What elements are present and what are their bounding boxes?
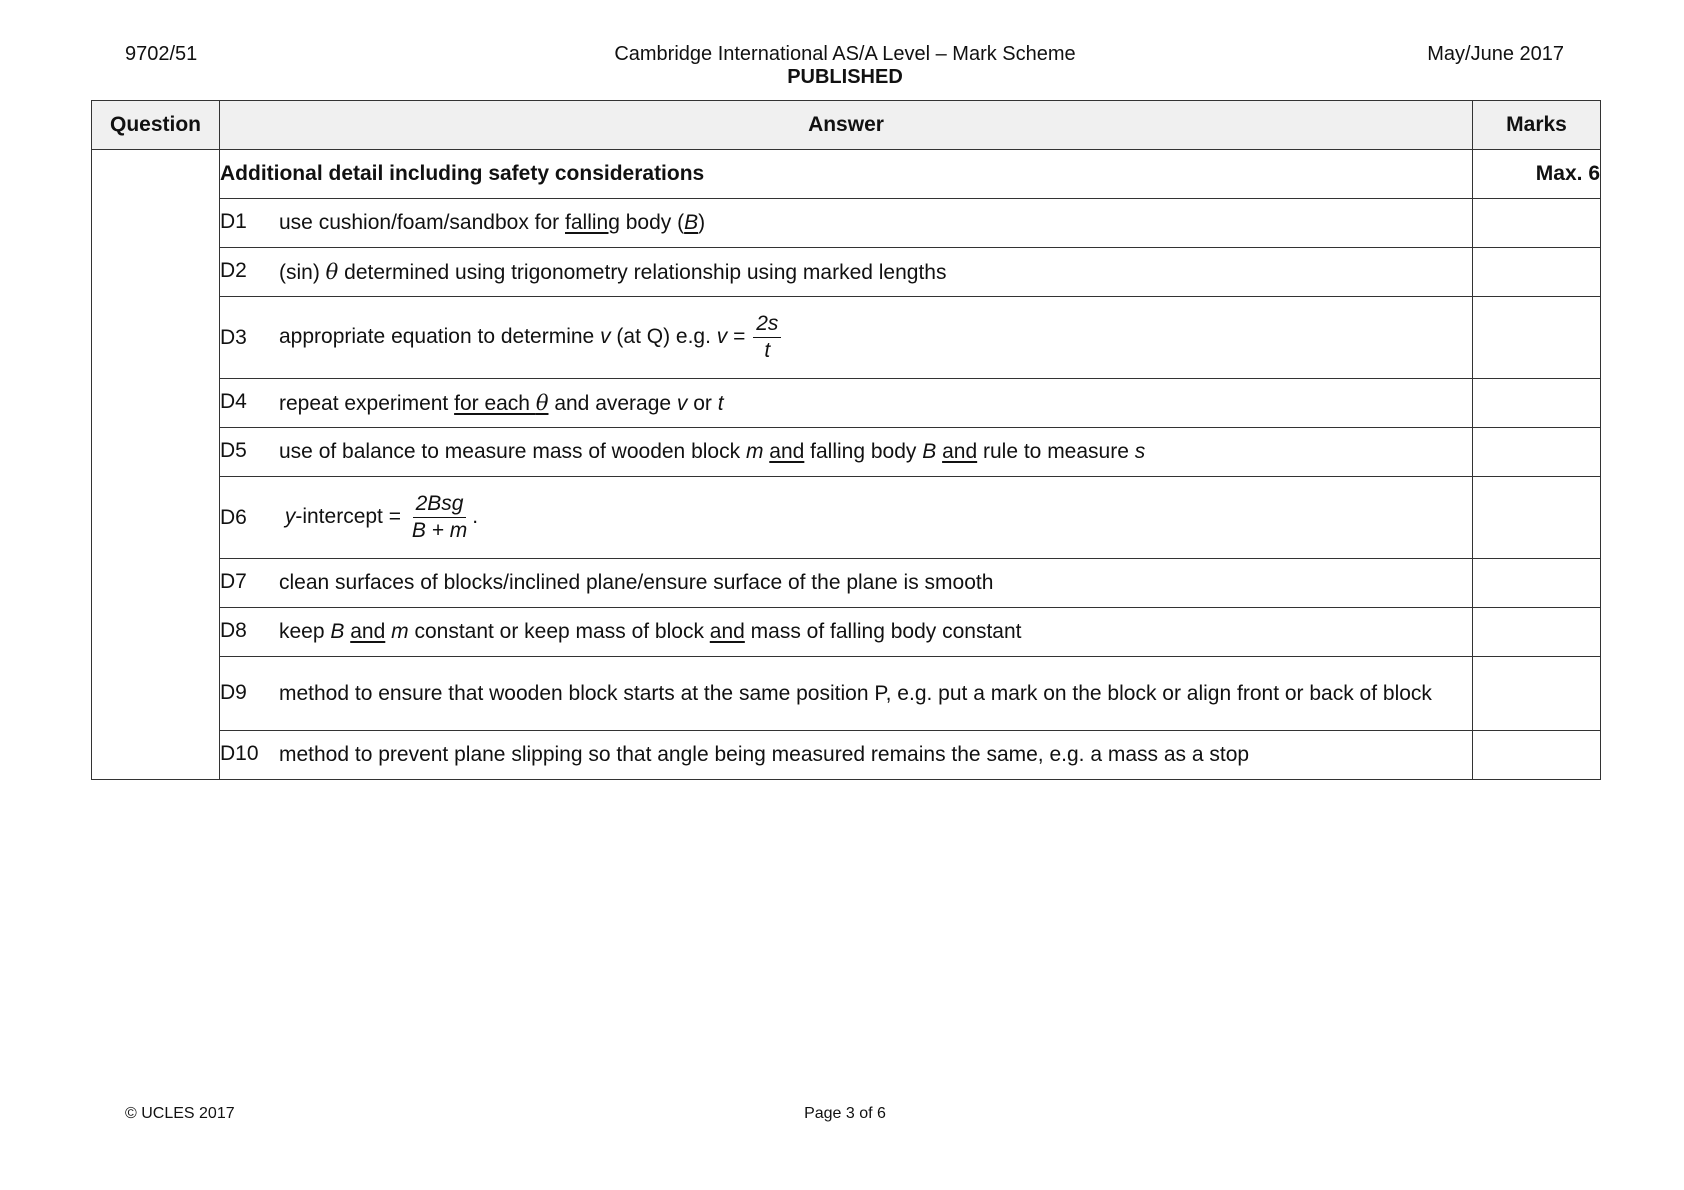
exam-session: May/June 2017 bbox=[1427, 43, 1564, 65]
answer-column-header: Answer bbox=[220, 101, 1473, 150]
point-label: D2 bbox=[220, 258, 247, 282]
point-label: D3 bbox=[220, 325, 247, 349]
marks-cell bbox=[1473, 199, 1601, 248]
point-label: D5 bbox=[220, 439, 247, 462]
marks-cell bbox=[1473, 248, 1601, 297]
point-label: D4 bbox=[220, 389, 247, 413]
velocity-fraction: $\frac{2s}{t}$ bbox=[753, 311, 781, 364]
point-label: D10 bbox=[220, 742, 259, 765]
marks-cell bbox=[1473, 477, 1601, 559]
table-row bbox=[92, 559, 1601, 608]
question-cell bbox=[92, 150, 220, 780]
answer-text: method to prevent plane slipping so that angle being measured remains the same, e.g. a mass as a stop bbox=[279, 743, 1250, 766]
table-row bbox=[92, 248, 1601, 297]
marks-cell bbox=[1473, 731, 1601, 780]
table-row bbox=[92, 297, 1601, 379]
answer-text: appropriate equation to determine v (at Q) e.g. v = $\frac{2s}{t}$ bbox=[279, 311, 1472, 364]
answer-text: keep B and m constant or keep mass of block and mass of falling body constant bbox=[279, 620, 1022, 643]
paper-code: 9702/51 bbox=[125, 43, 198, 65]
answer-text: use of balance to measure mass of wooden block m and falling body B and rule to measure s bbox=[279, 440, 1146, 463]
page-number: Page 3 of 6 bbox=[804, 1105, 886, 1122]
marks-cell bbox=[1473, 559, 1601, 608]
table-row bbox=[92, 657, 1601, 731]
table-row bbox=[92, 477, 1601, 559]
point-label: D1 bbox=[220, 210, 247, 233]
table-row bbox=[92, 608, 1601, 657]
table-row bbox=[92, 199, 1601, 248]
published-label: PUBLISHED bbox=[787, 66, 903, 88]
point-label: D7 bbox=[220, 570, 247, 593]
marks-column-header: Marks bbox=[1473, 101, 1601, 150]
max-marks: Max. 6 bbox=[1473, 150, 1601, 199]
answer-text: use cushion/foam/sandbox for falling body (B) bbox=[279, 211, 706, 234]
table-row bbox=[92, 428, 1601, 477]
point-label: D9 bbox=[220, 680, 247, 704]
answer-text: y-intercept = $\frac{\text{2Bsg}}{B + m}$ . bbox=[284, 492, 479, 542]
mark-scheme-table bbox=[91, 100, 1601, 780]
table-row bbox=[92, 379, 1601, 428]
intercept-fraction: $\frac{\text{2Bsg}}{B + m}$ bbox=[411, 492, 468, 542]
answer-text: (sin) θ determined using trigonometry relationship using marked lengths bbox=[279, 259, 947, 284]
marks-cell bbox=[1473, 657, 1601, 731]
table-row bbox=[92, 731, 1601, 780]
table-header-row bbox=[92, 101, 1601, 150]
marks-cell bbox=[1473, 379, 1601, 428]
copyright-notice: © UCLES 2017 bbox=[125, 1105, 235, 1122]
answer-text: clean surfaces of blocks/inclined plane/ensure surface of the plane is smooth bbox=[279, 571, 994, 594]
document-title: Cambridge International AS/A Level – Mark Scheme bbox=[614, 43, 1076, 65]
answer-text: repeat experiment for each θ and average v or t bbox=[279, 390, 724, 415]
marks-cell bbox=[1473, 297, 1601, 379]
answer-text: method to ensure that wooden block starts at the same position P, e.g. put a mark on the block or align front or back of block bbox=[279, 681, 1432, 705]
subheading-text: Additional detail including safety considerations bbox=[220, 150, 1473, 199]
marks-cell bbox=[1473, 608, 1601, 657]
point-label: D6 bbox=[220, 505, 247, 529]
marks-cell bbox=[1473, 428, 1601, 477]
question-column-header: Question bbox=[92, 101, 220, 150]
subheading-row bbox=[92, 150, 1601, 199]
point-label: D8 bbox=[220, 619, 247, 642]
